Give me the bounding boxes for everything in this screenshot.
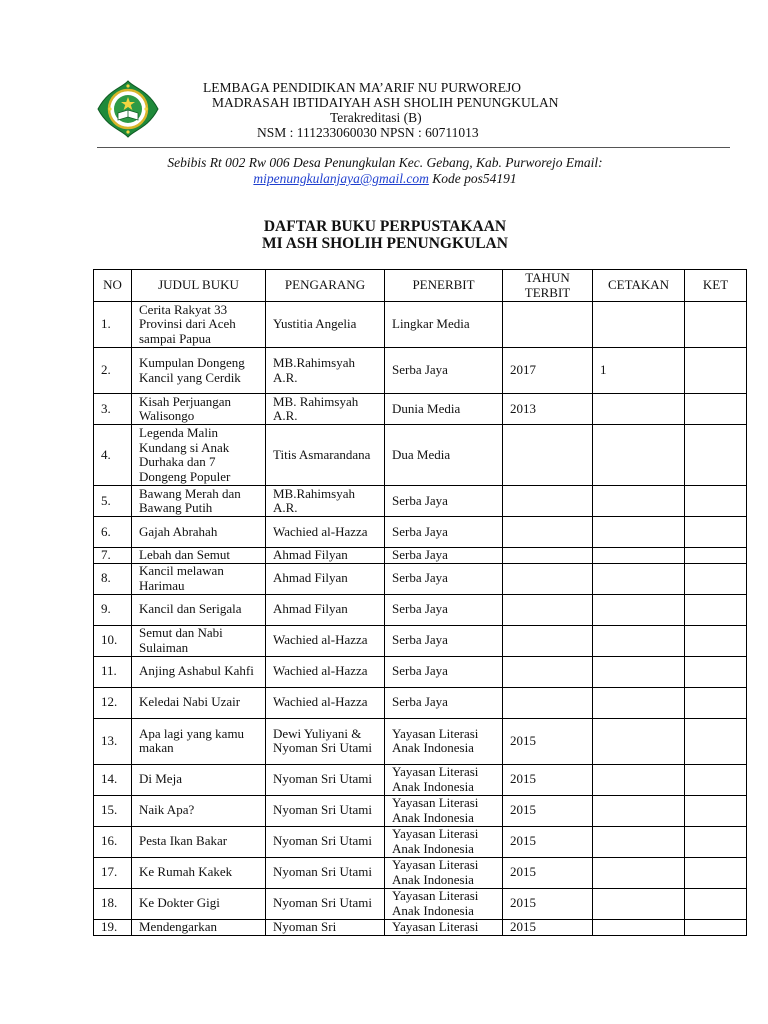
school-address: Sebibis Rt 002 Rw 006 Desa Penungkulan Kec. Gebang, Kab. Purworejo Email: <box>167 155 603 170</box>
table-row <box>94 795 747 826</box>
cell-ket <box>685 718 747 764</box>
cell-tahun: 2015 <box>503 826 593 857</box>
cell-penerbit: Yayasan Literasi Anak Indonesia <box>385 795 503 826</box>
table-row <box>94 548 747 564</box>
cell-cetakan <box>593 919 685 935</box>
cell-judul: Kisah Perjuangan Walisongo <box>132 394 266 425</box>
cell-judul: Ke Dokter Gigi <box>132 888 266 919</box>
cell-pengarang: Nyoman Sri Utami <box>266 888 385 919</box>
cell-pengarang: Wachied al-Hazza <box>266 625 385 656</box>
cell-tahun <box>503 625 593 656</box>
school-emblem-icon <box>96 80 160 138</box>
cell-tahun: 2015 <box>503 795 593 826</box>
cell-ket <box>685 625 747 656</box>
cell-cetakan <box>593 425 685 486</box>
cell-pengarang: Ahmad Filyan <box>266 563 385 594</box>
school-numbers: NSM : 111233060030 NPSN : 60711013 <box>257 125 479 140</box>
table-row <box>94 563 747 594</box>
cell-cetakan <box>593 656 685 687</box>
cell-penerbit: Dua Media <box>385 425 503 486</box>
cell-judul: Ke Rumah Kakek <box>132 857 266 888</box>
cell-pengarang: Titis Asmarandana <box>266 425 385 486</box>
header-pengarang: PENGARANG <box>266 270 385 302</box>
cell-ket <box>685 656 747 687</box>
cell-penerbit: Yayasan Literasi Anak Indonesia <box>385 764 503 795</box>
cell-ket <box>685 302 747 348</box>
table-row <box>94 687 747 718</box>
cell-tahun <box>503 656 593 687</box>
cell-cetakan <box>593 594 685 625</box>
cell-no: 6. <box>94 517 132 548</box>
cell-ket <box>685 548 747 564</box>
cell-no: 2. <box>94 348 132 394</box>
cell-tahun: 2015 <box>503 919 593 935</box>
cell-judul: Naik Apa? <box>132 795 266 826</box>
cell-ket <box>685 348 747 394</box>
cell-no: 16. <box>94 826 132 857</box>
cell-tahun: 2015 <box>503 888 593 919</box>
cell-pengarang: Nyoman Sri <box>266 919 385 935</box>
cell-no: 19. <box>94 919 132 935</box>
cell-tahun <box>503 548 593 564</box>
table-row <box>94 625 747 656</box>
cell-cetakan <box>593 394 685 425</box>
school-name: MADRASAH IBTIDAIYAH ASH SHOLIH PENUNGKULAN <box>212 95 559 110</box>
cell-penerbit: Yayasan Literasi Anak Indonesia <box>385 718 503 764</box>
table-row <box>94 348 747 394</box>
cell-penerbit: Serba Jaya <box>385 486 503 517</box>
document-title: DAFTAR BUKU PERPUSTAKAAN <box>263 218 507 235</box>
header-judul-buku: JUDUL BUKU <box>132 270 266 302</box>
cell-cetakan <box>593 563 685 594</box>
cell-ket <box>685 594 747 625</box>
cell-pengarang: Wachied al-Hazza <box>266 517 385 548</box>
table-row <box>94 656 747 687</box>
cell-cetakan <box>593 826 685 857</box>
cell-no: 9. <box>94 594 132 625</box>
cell-cetakan <box>593 795 685 826</box>
cell-ket <box>685 857 747 888</box>
cell-no: 12. <box>94 687 132 718</box>
cell-tahun: 2015 <box>503 764 593 795</box>
cell-cetakan <box>593 548 685 564</box>
cell-ket <box>685 394 747 425</box>
cell-no: 5. <box>94 486 132 517</box>
cell-tahun <box>503 563 593 594</box>
cell-cetakan <box>593 687 685 718</box>
cell-tahun: 2015 <box>503 718 593 764</box>
header-no: NO <box>94 270 132 302</box>
cell-tahun <box>503 517 593 548</box>
table-row <box>94 302 747 348</box>
cell-judul: Lebah dan Semut <box>132 548 266 564</box>
table-row <box>94 517 747 548</box>
cell-penerbit: Serba Jaya <box>385 563 503 594</box>
table-row <box>94 888 747 919</box>
cell-judul: Bawang Merah dan Bawang Putih <box>132 486 266 517</box>
cell-pengarang: Wachied al-Hazza <box>266 656 385 687</box>
cell-tahun <box>503 302 593 348</box>
header-ket: KET <box>685 270 747 302</box>
cell-penerbit: Lingkar Media <box>385 302 503 348</box>
table-row <box>94 486 747 517</box>
cell-pengarang: Ahmad Filyan <box>266 548 385 564</box>
cell-no: 13. <box>94 718 132 764</box>
cell-penerbit: Serba Jaya <box>385 687 503 718</box>
cell-judul: Semut dan Nabi Sulaiman <box>132 625 266 656</box>
cell-no: 1. <box>94 302 132 348</box>
cell-pengarang: Nyoman Sri Utami <box>266 826 385 857</box>
cell-cetakan <box>593 486 685 517</box>
cell-no: 15. <box>94 795 132 826</box>
cell-ket <box>685 764 747 795</box>
table-row <box>94 594 747 625</box>
cell-judul: Keledai Nabi Uzair <box>132 687 266 718</box>
cell-judul: Kancil melawan Harimau <box>132 563 266 594</box>
cell-tahun <box>503 594 593 625</box>
cell-ket <box>685 795 747 826</box>
accreditation-status: Terakreditasi (B) <box>330 110 422 125</box>
header-tahun-terbit: TAHUN TERBIT <box>503 270 593 302</box>
cell-cetakan <box>593 517 685 548</box>
cell-penerbit: Serba Jaya <box>385 548 503 564</box>
cell-tahun <box>503 486 593 517</box>
cell-ket <box>685 826 747 857</box>
cell-penerbit: Serba Jaya <box>385 656 503 687</box>
table-row <box>94 919 747 935</box>
institution-name: LEMBAGA PENDIDIKAN MA’ARIF NU PURWOREJO <box>203 80 522 95</box>
cell-cetakan <box>593 625 685 656</box>
table-row <box>94 764 747 795</box>
cell-no: 7. <box>94 548 132 564</box>
cell-judul: Gajah Abrahah <box>132 517 266 548</box>
cell-penerbit: Serba Jaya <box>385 517 503 548</box>
cell-cetakan <box>593 302 685 348</box>
cell-tahun: 2017 <box>503 348 593 394</box>
cell-judul: Anjing Ashabul Kahfi <box>132 656 266 687</box>
table-row <box>94 718 747 764</box>
cell-penerbit: Yayasan Literasi Anak Indonesia <box>385 857 503 888</box>
cell-judul: Apa lagi yang kamu makan <box>132 718 266 764</box>
cell-ket <box>685 517 747 548</box>
cell-tahun: 2015 <box>503 857 593 888</box>
cell-no: 10. <box>94 625 132 656</box>
cell-judul: Pesta Ikan Bakar <box>132 826 266 857</box>
cell-ket <box>685 888 747 919</box>
cell-pengarang: Wachied al-Hazza <box>266 687 385 718</box>
cell-cetakan <box>593 764 685 795</box>
contact-line <box>100 170 670 187</box>
header-penerbit: PENERBIT <box>385 270 503 302</box>
cell-penerbit: Serba Jaya <box>385 348 503 394</box>
cell-cetakan: 1 <box>593 348 685 394</box>
cell-cetakan <box>593 718 685 764</box>
cell-judul: Legenda Malin Kundang si Anak Durhaka dan 7 Dongeng Populer <box>132 425 266 486</box>
postal-code: Kode pos54191 <box>428 171 517 186</box>
cell-no: 17. <box>94 857 132 888</box>
cell-pengarang: Nyoman Sri Utami <box>266 857 385 888</box>
document-subtitle: MI ASH SHOLIH PENUNGKULAN <box>262 235 508 252</box>
cell-no: 3. <box>94 394 132 425</box>
cell-judul: Mendengarkan <box>132 919 266 935</box>
cell-cetakan <box>593 888 685 919</box>
cell-pengarang: Nyoman Sri Utami <box>266 795 385 826</box>
table-row <box>94 857 747 888</box>
cell-judul: Di Meja <box>132 764 266 795</box>
book-list-table <box>93 269 747 936</box>
cell-pengarang: MB. Rahimsyah A.R. <box>266 394 385 425</box>
cell-penerbit: Yayasan Literasi <box>385 919 503 935</box>
cell-no: 8. <box>94 563 132 594</box>
cell-ket <box>685 687 747 718</box>
cell-tahun <box>503 425 593 486</box>
cell-ket <box>685 425 747 486</box>
table-row <box>94 394 747 425</box>
cell-penerbit: Yayasan Literasi Anak Indonesia <box>385 826 503 857</box>
cell-ket <box>685 919 747 935</box>
cell-penerbit: Serba Jaya <box>385 594 503 625</box>
cell-pengarang: MB.Rahimsyah A.R. <box>266 348 385 394</box>
cell-pengarang: Yustitia Angelia <box>266 302 385 348</box>
cell-cetakan <box>593 857 685 888</box>
cell-ket <box>685 563 747 594</box>
cell-ket <box>685 486 747 517</box>
cell-pengarang: Ahmad Filyan <box>266 594 385 625</box>
table-row <box>94 826 747 857</box>
table-row <box>94 425 747 486</box>
cell-tahun: 2013 <box>503 394 593 425</box>
cell-pengarang: Dewi Yuliyani & Nyoman Sri Utami <box>266 718 385 764</box>
cell-no: 4. <box>94 425 132 486</box>
email-link[interactable]: mipenungkulanjaya@gmail.com <box>253 171 429 186</box>
cell-penerbit: Yayasan Literasi Anak Indonesia <box>385 888 503 919</box>
cell-no: 18. <box>94 888 132 919</box>
cell-penerbit: Serba Jaya <box>385 625 503 656</box>
cell-no: 11. <box>94 656 132 687</box>
cell-judul: Kancil dan Serigala <box>132 594 266 625</box>
cell-no: 14. <box>94 764 132 795</box>
cell-pengarang: MB.Rahimsyah A.R. <box>266 486 385 517</box>
cell-judul: Kumpulan Dongeng Kancil yang Cerdik <box>132 348 266 394</box>
cell-penerbit: Dunia Media <box>385 394 503 425</box>
cell-judul: Cerita Rakyat 33 Provinsi dari Aceh sampai Papua <box>132 302 266 348</box>
cell-tahun <box>503 687 593 718</box>
table-header-row <box>94 270 747 302</box>
header-divider <box>97 147 730 148</box>
header-cetakan: CETAKAN <box>593 270 685 302</box>
cell-pengarang: Nyoman Sri Utami <box>266 764 385 795</box>
